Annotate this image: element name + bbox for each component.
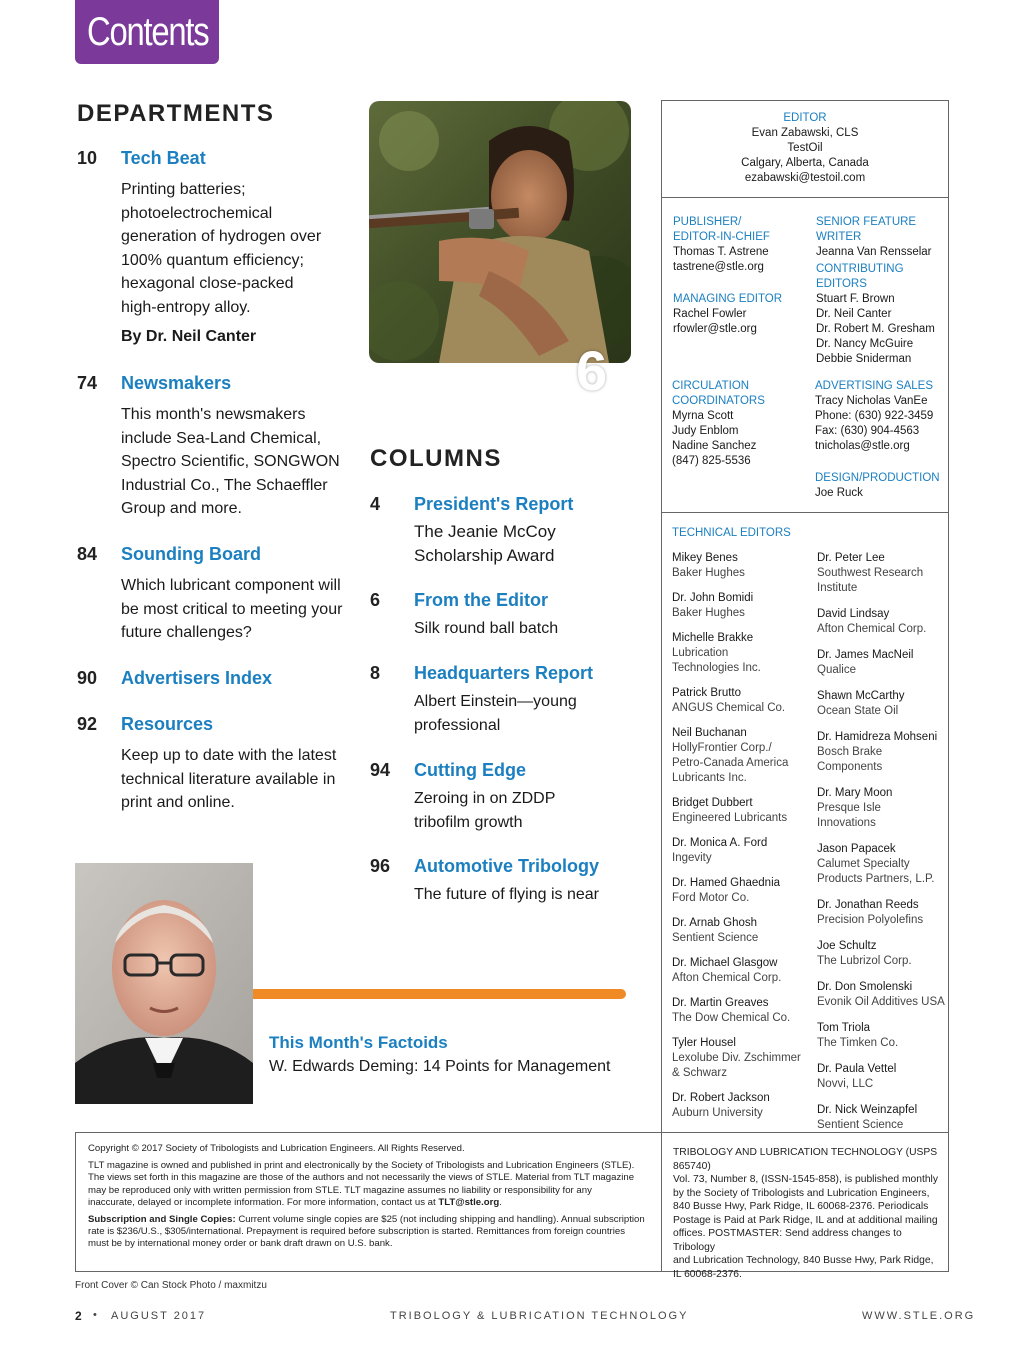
te-affiliation: Evonik Oil Additives USA: [817, 996, 945, 1008]
desc-line: Albert Einstein—young: [414, 693, 577, 710]
desc-line: Silk round ball batch: [414, 620, 559, 637]
notice-line: IL 60068-2376.: [673, 1268, 742, 1280]
contributing-editor-line: Dr. Robert M. Gresham: [816, 323, 935, 335]
desc-line: hexagonal close-packed: [121, 275, 294, 292]
circulation-line: Myrna Scott: [672, 410, 734, 422]
cover-page-number: 6: [576, 339, 608, 402]
contributing-editor-line: Dr. Nancy McGuire: [816, 338, 914, 350]
notice-line: 840 Busse Hwy, Park Ridge, IL 60068-2376. Periodicals: [673, 1201, 929, 1212]
dept-desc-sounding-board: [121, 574, 342, 645]
te-affiliation: Petro-Canada America: [672, 757, 789, 769]
departments-heading: DEPARTMENTS: [77, 100, 275, 127]
subscription-label: Subscription and Single Copies:: [88, 1214, 236, 1226]
te-name: Tyler Housel: [672, 1037, 736, 1049]
column-title-presidents-report[interactable]: President's Report: [414, 494, 574, 514]
te-affiliation: Lubrication: [672, 647, 729, 659]
te-affiliation: Ingevity: [672, 852, 712, 864]
te-name: Mikey Benes: [672, 552, 738, 564]
te-name: Michelle Brakke: [672, 632, 754, 644]
copyright-line: rate is $236/U.S., $305/international. Prepayment is required before subscription is started. Remittances from foreign countries: [88, 1226, 625, 1238]
editor-label: EDITOR: [783, 112, 827, 124]
desc-line: future challenges?: [121, 624, 252, 641]
contact-email-link[interactable]: TLT@stle.org: [438, 1196, 500, 1208]
te-affiliation: Presque Isle: [817, 802, 881, 814]
portrait-illustration: [75, 863, 253, 1104]
column-title-automotive-tribology[interactable]: Automotive Tribology: [414, 856, 600, 876]
cover-story-photo[interactable]: [369, 101, 631, 363]
dept-desc-tech-beat: [121, 178, 321, 319]
copyright-line: The views set forth in this magazine are those of the authors and not necessarily the views of STLE. Material from TLT magazine: [88, 1172, 635, 1184]
te-affiliation: Ford Motor Co.: [672, 892, 750, 904]
te-name: Dr. James MacNeil: [817, 649, 914, 661]
te-name: Dr. Monica A. Ford: [672, 837, 768, 849]
period: .: [499, 1196, 502, 1208]
te-affiliation: Baker Hughes: [672, 607, 745, 619]
list-item: [817, 786, 947, 831]
list-item: [672, 551, 807, 581]
contributing-editor-line: Dr. Neil Canter: [816, 308, 892, 320]
te-affiliation: Engineered Lubricants: [672, 812, 788, 824]
design-line: Joe Ruck: [815, 487, 863, 499]
te-affiliation: Innovations: [817, 817, 876, 829]
column-desc: [414, 787, 555, 834]
factoids-title[interactable]: This Month's Factoids: [269, 1033, 448, 1052]
managing-editor-email[interactable]: rfowler@stle.org: [673, 323, 757, 335]
editor-line: Evan Zabawski, CLS: [751, 127, 859, 139]
te-affiliation: The Lubrizol Corp.: [817, 955, 912, 967]
desc-line: The future of flying is near: [414, 886, 599, 903]
te-name: Patrick Brutto: [672, 687, 742, 699]
factoid-portrait[interactable]: [75, 863, 253, 1104]
masthead: [661, 100, 949, 1280]
copyright-line: [88, 1214, 656, 1226]
desc-line: professional: [414, 716, 501, 734]
contributing-editor-line: Debbie Sniderman: [816, 353, 912, 365]
te-affiliation: Auburn University: [672, 1107, 763, 1119]
te-name: Dr. Paula Vettel: [817, 1063, 897, 1075]
advertising-label: ADVERTISING SALES: [815, 380, 934, 392]
te-affiliation: Ocean State Oil: [817, 705, 899, 717]
te-affiliation: ANGUS Chemical Co.: [672, 702, 786, 714]
te-affiliation: Afton Chemical Corp.: [672, 972, 782, 984]
te-affiliation: The Timken Co.: [817, 1037, 899, 1049]
contents-tab: [75, 0, 219, 64]
list-item: [672, 631, 807, 676]
desc-line: Scholarship Award: [414, 545, 555, 565]
notice-line: Vol. 73, Number 8, (ISSN-1545-858), is published monthly: [673, 1174, 938, 1185]
advertising-line: Phone: (630) 922-3459: [815, 410, 934, 422]
publisher-label: EDITOR-IN-CHIEF: [673, 231, 770, 243]
te-name: David Lindsay: [817, 608, 890, 620]
desc-line: Zeroing in on ZDDP: [414, 790, 556, 807]
desc-line: be most critical to meeting your: [121, 600, 343, 618]
list-item: [817, 607, 947, 637]
desc-line: high-entropy alloy.: [121, 298, 251, 316]
desc-line: generation of hydrogen over: [121, 228, 322, 245]
footer-bullet: •: [93, 1309, 97, 1321]
circulation-phone: (847) 825-5536: [672, 455, 751, 467]
footer-magazine-name: TRIBOLOGY & LUBRICATION TECHNOLOGY: [390, 1310, 689, 1322]
editor-line: Calgary, Alberta, Canada: [741, 157, 869, 169]
desc-line: tribofilm growth: [414, 813, 523, 831]
advertising-line: Tracy Nicholas VanEe: [815, 395, 928, 407]
contents-label: Contents: [87, 10, 209, 54]
byline: By Dr. Neil Canter: [121, 328, 257, 345]
desc-line: print and online.: [121, 794, 235, 811]
te-name: Neil Buchanan: [672, 727, 747, 739]
copyright-line: Copyright © 2017 Society of Tribologists and Lubrication Engineers. All Rights Reserved.: [88, 1143, 465, 1154]
notice-line: and Lubrication Technology, 840 Busse Hwy, Park Ridge,: [673, 1255, 934, 1266]
masthead-divider: [662, 197, 948, 198]
te-name: Dr. Martin Greaves: [672, 997, 769, 1009]
te-name: Joe Schultz: [817, 940, 877, 952]
senior-feature-writer-block: [816, 215, 948, 260]
column-desc: [414, 617, 558, 641]
te-affiliation: Precision Polyolefins: [817, 914, 924, 926]
list-item: [672, 591, 807, 621]
column-page-number: 6: [370, 590, 381, 610]
copyright-line: [88, 1197, 656, 1209]
list-item: [672, 726, 807, 786]
te-affiliation: Lexolube Div. Zschimmer: [672, 1052, 801, 1064]
notice-line: TRIBOLOGY AND LUBRICATION TECHNOLOGY (USPS 865740): [673, 1147, 938, 1172]
te-affiliation: Institute: [817, 582, 858, 594]
te-affiliation: Novvi, LLC: [817, 1078, 874, 1090]
te-name: Dr. Robert Jackson: [672, 1092, 770, 1104]
list-item: [672, 1091, 807, 1121]
desc-line: 100% quantum efficiency;: [121, 251, 304, 269]
list-item: [817, 1062, 947, 1092]
te-affiliation: Sentient Science: [817, 1119, 904, 1131]
te-name: Dr. John Bomidi: [672, 592, 754, 604]
desc-line: Keep up to date with the latest: [121, 747, 337, 764]
copyright-text-span: inaccurate, delayed or incomplete information. For more information, contact us at: [88, 1196, 439, 1208]
te-name: Dr. Michael Glasgow: [672, 957, 778, 969]
te-affiliation: Bosch Brake Components: [817, 746, 883, 773]
list-item: [672, 876, 807, 906]
managing-editor-block: [673, 292, 782, 337]
masthead-divider: [662, 512, 948, 513]
editor-line: TestOil: [787, 142, 823, 154]
senior-feature-writer-label: SENIOR FEATURE WRITER: [816, 216, 917, 243]
desc-line: Printing batteries;: [121, 181, 246, 198]
desc-line: The Jeanie McCoy: [414, 522, 556, 541]
list-item: [817, 1021, 947, 1051]
dept-page-number: 84: [77, 544, 98, 564]
list-item: [817, 939, 947, 969]
list-item: [672, 796, 807, 826]
dept-desc-resources: [121, 744, 336, 815]
footer-url[interactable]: WWW.STLE.ORG: [862, 1310, 976, 1322]
te-name: Bridget Dubbert: [672, 797, 753, 809]
te-affiliation: Calumet Specialty: [817, 858, 910, 870]
notice-line: Postage is Paid at Park Ridge, IL and at additional mailing: [673, 1214, 938, 1226]
front-cover-credit: Front Cover © Can Stock Photo / maxmitzu: [75, 1280, 267, 1291]
te-affiliation: Qualice: [817, 664, 856, 676]
dept-page-number: 10: [77, 148, 98, 168]
te-affiliation: Afton Chemical Corp.: [817, 623, 927, 635]
list-item: [672, 686, 807, 716]
contributing-editors-block: [816, 262, 948, 367]
list-item: [817, 980, 947, 1010]
column-page-number: 4: [370, 494, 381, 514]
list-item: [817, 842, 947, 887]
te-name: Dr. Peter Lee: [817, 552, 885, 564]
managing-editor-label: MANAGING EDITOR: [673, 293, 783, 305]
notice-line: by the Society of Tribologists and Lubrication Engineers,: [673, 1187, 930, 1199]
advertising-line: Fax: (630) 904-4563: [815, 425, 920, 437]
desc-line: Which lubricant component will: [121, 577, 341, 594]
te-affiliation: Baker Hughes: [672, 567, 745, 579]
column-title-headquarters-report[interactable]: Headquarters Report: [414, 663, 594, 683]
contributing-editors-label: CONTRIBUTING EDITORS: [816, 263, 904, 290]
orange-divider-bar: [253, 989, 626, 999]
dept-title-advertisers-index[interactable]: Advertisers Index: [121, 668, 273, 688]
te-affiliation: Sentient Science: [672, 932, 759, 944]
footer-page-number: 2: [75, 1309, 82, 1323]
column-desc: [414, 883, 599, 907]
te-affiliation: Lubricants Inc.: [672, 772, 747, 784]
te-affiliation: Technologies Inc.: [672, 662, 761, 674]
te-name: Dr. Arnab Ghosh: [672, 917, 758, 929]
circulation-line: Judy Enblom: [672, 425, 739, 437]
copyright-line: must be by international money order or bank draft drawn on U.S. bank.: [88, 1238, 393, 1250]
editor-block: [662, 111, 948, 186]
copyright-line: TLT magazine is owned and published in print and electronically by the Society of Tribologists and Lubrication Engineers (STLE).: [88, 1160, 635, 1172]
te-affiliation: & Schwarz: [672, 1067, 727, 1079]
te-name: Tom Triola: [817, 1022, 871, 1034]
desc-line: include Sea-Land Chemical,: [121, 429, 322, 447]
notice-line: offices. POSTMASTER: Send address changes to Tribology: [673, 1228, 902, 1253]
list-item: [817, 730, 947, 775]
list-item: [817, 1103, 947, 1133]
dept-page-number: 74: [77, 373, 98, 393]
dept-title-newsmakers[interactable]: Newsmakers: [121, 373, 232, 393]
copyright-line: may be reproduced only with written permission from STLE. TLT magazine assumes no liability or responsibility for any: [88, 1184, 592, 1196]
list-item: [817, 551, 947, 596]
design-block: [815, 471, 940, 501]
list-item: [672, 996, 807, 1026]
advertising-block: [815, 379, 933, 454]
publication-notice: [673, 1146, 945, 1281]
te-name: Dr. Hamed Ghaednia: [672, 877, 781, 889]
column-desc: [414, 520, 556, 567]
te-name: Dr. Nick Weinzapfel: [817, 1104, 918, 1116]
contributing-editor-line: Stuart F. Brown: [816, 293, 895, 305]
te-name: Dr. Hamidreza Mohseni: [817, 731, 938, 743]
dept-title-sounding-board[interactable]: Sounding Board: [121, 544, 261, 564]
list-item: [817, 898, 947, 928]
te-name: Dr. Mary Moon: [817, 787, 893, 799]
publisher-email[interactable]: tastrene@stle.org: [673, 261, 764, 273]
list-item: [817, 689, 947, 719]
columns-heading: COLUMNS: [370, 445, 502, 472]
publisher-line: Thomas T. Astrene: [673, 246, 769, 258]
technical-editors-left: [672, 551, 807, 1131]
desc-line: This month's newsmakers: [121, 406, 306, 423]
te-name: Shawn McCarthy: [817, 690, 905, 702]
te-affiliation: The Dow Chemical Co.: [672, 1012, 791, 1024]
dept-title-resources[interactable]: Resources: [121, 714, 214, 734]
desc-line: Spectro Scientific, SONGWON: [121, 453, 340, 470]
dept-page-number: 90: [77, 668, 98, 688]
desc-line: Industrial Co., The Schaeffler: [121, 476, 328, 494]
column-page-number: 96: [370, 856, 391, 876]
senior-feature-writer-line: Jeanna Van Rensselar: [816, 246, 932, 258]
column-desc: [414, 690, 577, 737]
circulation-label: COORDINATORS: [672, 395, 765, 407]
copyright-text: [88, 1143, 656, 1251]
te-name: Dr. Don Smolenski: [817, 981, 913, 993]
column-page-number: 94: [370, 760, 391, 780]
list-item: [672, 956, 807, 986]
factoids-subtitle: W. Edwards Deming: 14 Points for Management: [269, 1058, 611, 1075]
footer-date: AUGUST 2017: [111, 1310, 207, 1322]
column-title-cutting-edge[interactable]: Cutting Edge: [414, 760, 526, 780]
design-label: DESIGN/PRODUCTION: [815, 472, 940, 484]
publisher-label: PUBLISHER/: [673, 216, 742, 228]
technical-editors-label: TECHNICAL EDITORS: [672, 527, 791, 539]
te-name: Dr. Jonathan Reeds: [817, 899, 919, 911]
column-page-number: 8: [370, 663, 381, 683]
list-item: [672, 836, 807, 866]
list-item: [817, 648, 947, 678]
advertising-email[interactable]: tnicholas@stle.org: [815, 440, 910, 452]
te-affiliation: HollyFrontier Corp./: [672, 742, 772, 754]
desc-line: Group and more.: [121, 500, 242, 517]
list-item: [672, 916, 807, 946]
circulation-label: CIRCULATION: [672, 380, 750, 392]
column-title-from-the-editor[interactable]: From the Editor: [414, 590, 548, 610]
technical-editors-right: [817, 551, 947, 1144]
dept-page-number: 92: [77, 714, 98, 734]
desc-line: technical literature available in: [121, 770, 336, 788]
dept-desc-newsmakers: [121, 403, 340, 521]
editor-email[interactable]: ezabawski@testoil.com: [744, 172, 866, 184]
te-affiliation: Products Partners, L.P.: [817, 873, 935, 885]
publisher-block: [673, 215, 770, 275]
circulation-line: Nadine Sanchez: [672, 440, 757, 452]
te-name: Jason Papacek: [817, 843, 896, 855]
copyright-box: [75, 1132, 662, 1272]
desc-line: photoelectrochemical: [121, 204, 273, 222]
te-affiliation: Southwest Research: [817, 567, 924, 579]
dept-title-tech-beat[interactable]: Tech Beat: [121, 148, 206, 168]
rifleman-illustration: [369, 101, 631, 363]
managing-editor-line: Rachel Fowler: [673, 308, 747, 320]
list-item: [672, 1036, 807, 1081]
copyright-text-span: Current volume single copies are $25 (not including shipping and handling). Annual subscription: [235, 1214, 645, 1226]
circulation-block: [672, 379, 765, 469]
